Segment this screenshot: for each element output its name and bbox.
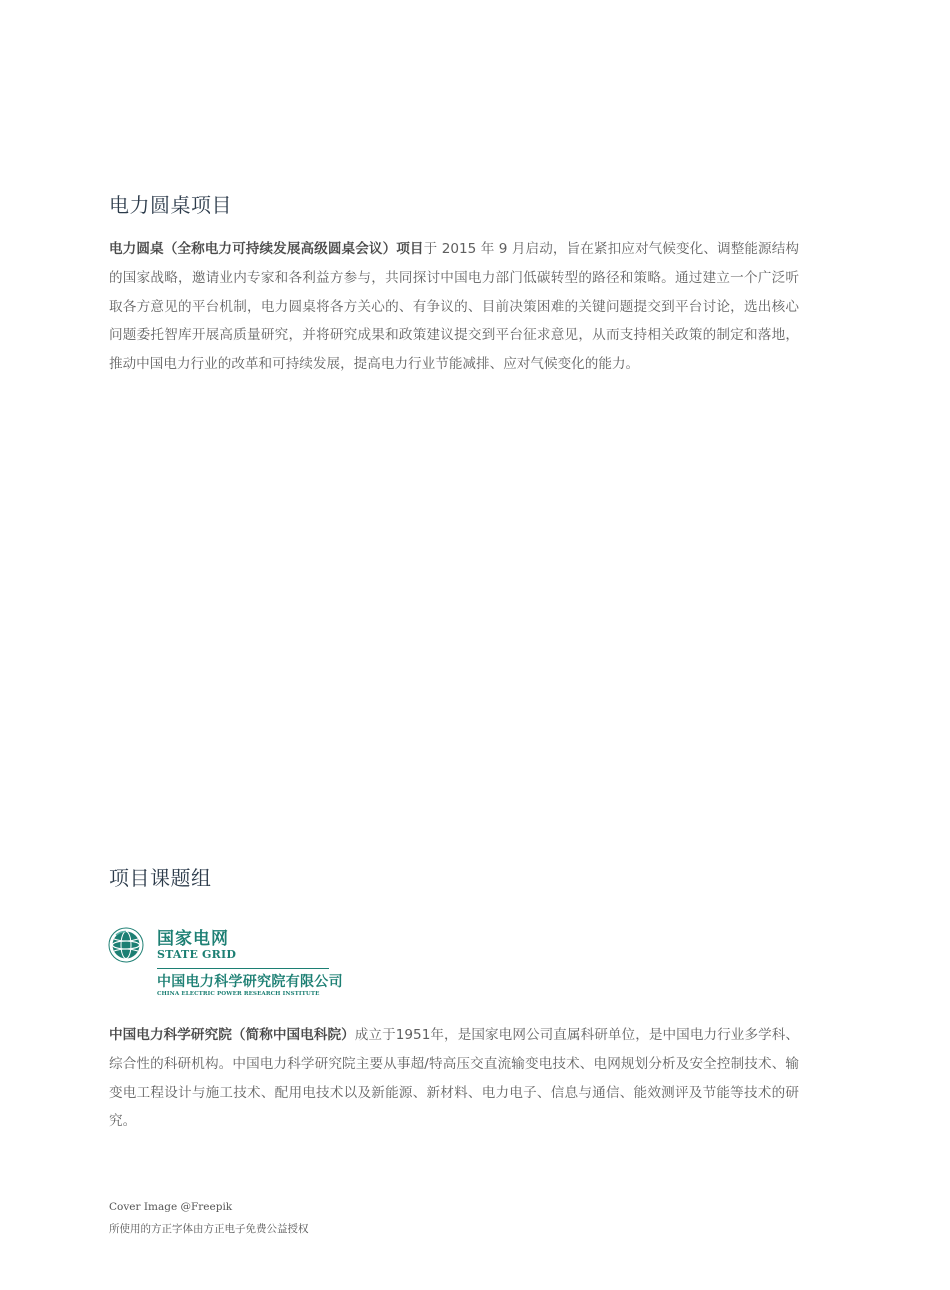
institute-description-text: 成立于1951年，是国家电网公司直属科研单位，是中国电力行业多学科、综合性的科研机构。中国电力科学研究院主要从事超/特高压交直流输变电技术、电网规划分析及安全控制技术、输变电工程设计与施工技术、配用电技术以及新能源、新材料、电力电子、信息与通信、能效测评及节能等技术的研究。 [109,1027,800,1130]
state-grid-epri-logo [108,927,368,1001]
institute-name-cn: 中国电力科学研究院有限公司 [157,974,343,990]
cover-image-credit: Cover Image @Freepik [109,1201,233,1213]
font-license-note: 所使用的方正字体由方正电子免费公益授权 [109,1223,309,1235]
section-title-power-roundtable: 电力圆桌项目 [109,193,232,217]
logo-divider [157,968,329,969]
institute-description [109,1021,799,1136]
state-grid-name-en: STATE GRID [157,948,237,961]
institute-name-bold: 中国电力科学研究院（简称中国电科院） [109,1027,355,1043]
state-grid-globe-icon [108,927,144,963]
project-name-bold: 电力圆桌（全称电力可持续发展高级圆桌会议）项目 [109,241,424,257]
project-description-text: 于 2015 年 9 月启动，旨在紧扣应对气候变化、调整能源结构的国家战略，邀请业内专家和各利益方参与，共同探讨中国电力部门低碳转型的路径和策略。通过建立一个广泛听取各方意见的平台机制，电力圆桌将各方关心的、有争议的、目前决策困难的关键问题提交到平台讨论，选出核心问题委托智库开展高质量研究，并将研究成果和政策建议提交到平台征求意见，从而支持相关政策的制定和落地，推动中国电力行业的改革和可持续发展，提高电力行业节能减排、应对气候变化的能力。 [109,241,799,373]
state-grid-name-cn: 国家电网 [157,929,229,949]
section-title-project-team: 项目课题组 [109,866,212,890]
project-description [109,235,799,379]
institute-name-en: CHINA ELECTRIC POWER RESEARCH INSTITUTE [157,991,320,997]
